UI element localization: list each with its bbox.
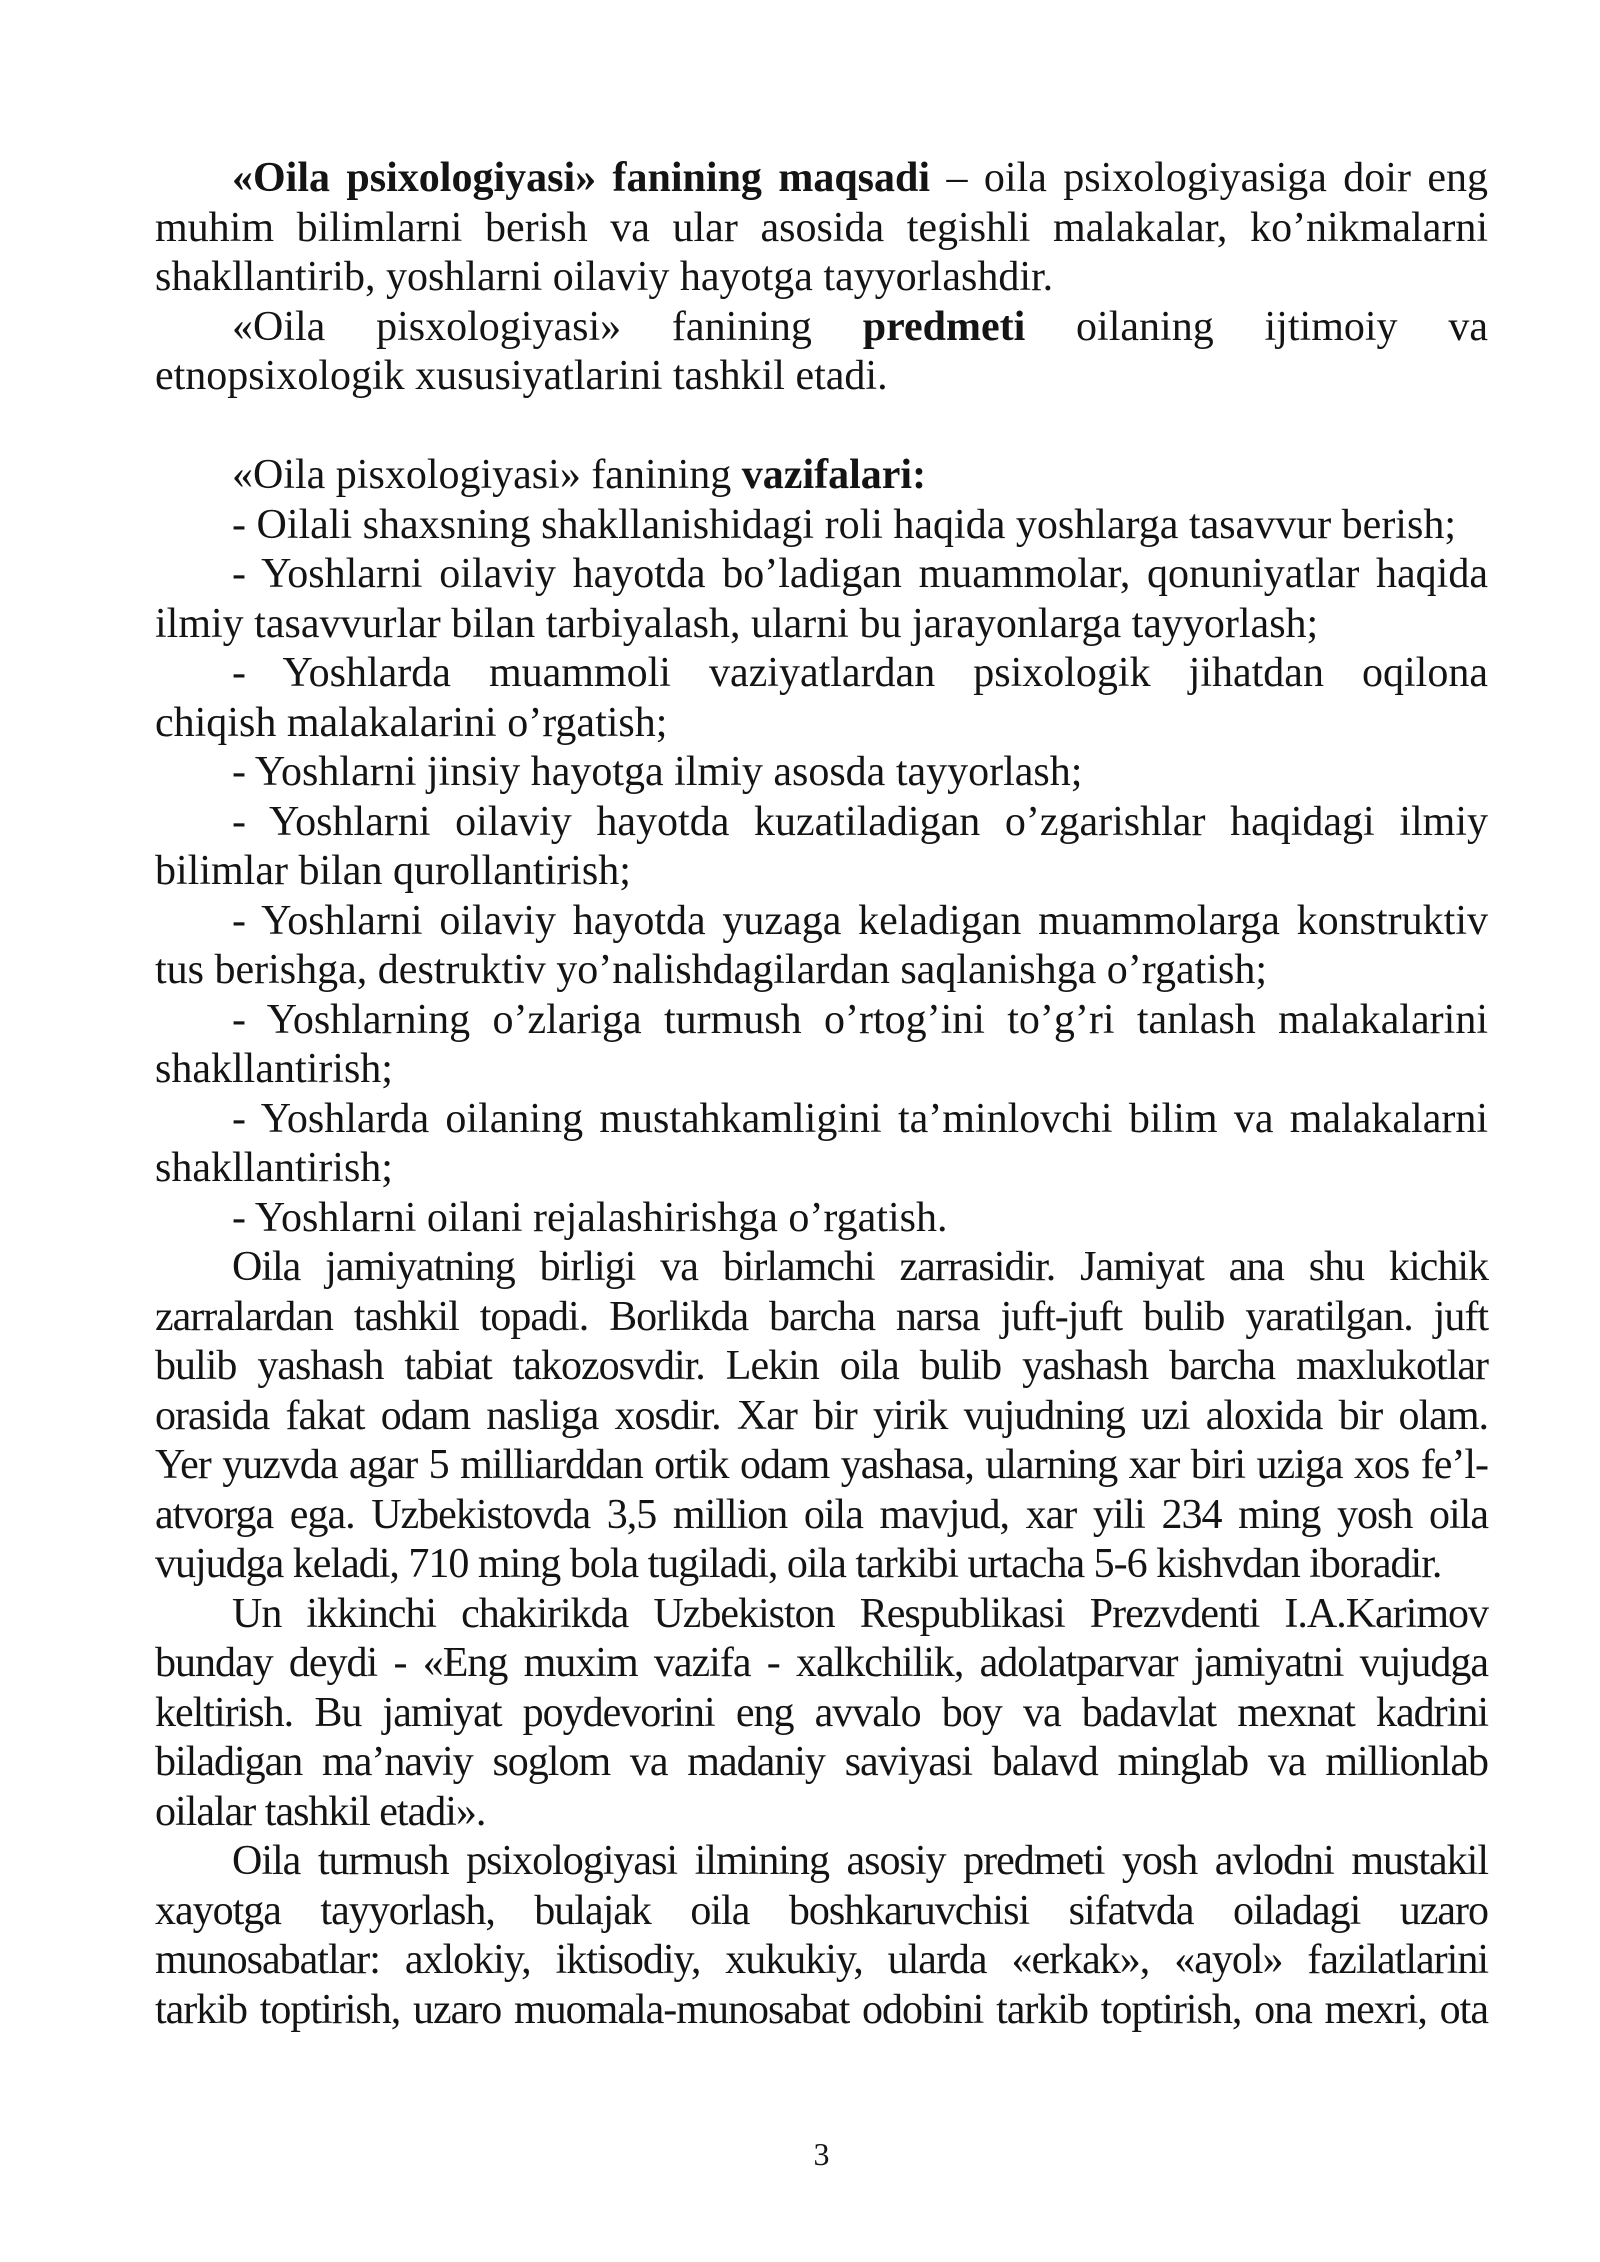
text-line xyxy=(155,1986,1488,2036)
text-line xyxy=(155,1936,1488,1986)
text-line xyxy=(155,451,1488,501)
text-line xyxy=(155,699,1488,749)
text-line xyxy=(155,1392,1488,1442)
text-line xyxy=(155,600,1488,650)
text-line xyxy=(155,1243,1488,1293)
list-item xyxy=(155,996,1488,1095)
text-run: biladigan ma’naviy soglom va madaniy saviyasi balavd minglab va millionlab xyxy=(155,1739,1488,1785)
list-item xyxy=(155,550,1488,649)
text-run: bilimlar bilan qurollantirish; xyxy=(155,848,631,894)
text-line xyxy=(155,748,1488,798)
text-line xyxy=(155,798,1488,848)
text-run: munosabatlar: axlokiy, iktisodiy, xukukiy, ularda «erkak», «ayol» fazilatlarini xyxy=(155,1937,1488,1983)
text-line xyxy=(155,1540,1488,1590)
text-line xyxy=(155,1639,1488,1689)
list-item xyxy=(155,1095,1488,1194)
text-line xyxy=(155,303,1488,353)
text-line xyxy=(155,897,1488,947)
text-run: muhim bilimlarni berish va ular asosida tegishli malakalar, ko’nikmalarni xyxy=(155,204,1488,251)
list-item xyxy=(155,1194,1488,1244)
text-run: Un ikkinchi chakirikda Uzbekiston Respublikasi Prezvdenti I.A.Karimov xyxy=(232,1590,1488,1637)
text-run: - Yoshlarni oilaviy hayotda kuzatiladigan o’zgarishlar haqidagi ilmiy xyxy=(232,798,1488,845)
text-line xyxy=(155,1887,1488,1937)
text-line xyxy=(155,1045,1488,1095)
text-run: - Yoshlarni oilani rejalashirishga o’rgatish. xyxy=(232,1194,948,1241)
paragraph xyxy=(155,1590,1488,1838)
text-section xyxy=(155,451,1488,2035)
paragraph xyxy=(155,154,1488,303)
text-run: oilaning ijtimoiy va xyxy=(1025,303,1488,350)
text-line xyxy=(155,649,1488,699)
paragraph xyxy=(155,451,1488,501)
bold-text: vazifalari: xyxy=(741,452,927,498)
text-run: shakllantirish; xyxy=(155,1046,393,1092)
text-line xyxy=(155,352,1488,402)
text-run: bulib yashash tabiat takozosvdir. Lekin oila bulib yashash barcha maxlukotlar xyxy=(155,1343,1488,1389)
text-run: etnopsixologik xususiyatlarini tashkil etadi. xyxy=(155,353,888,399)
text-run: tus berishga, destruktiv yo’nalishdagilardan saqlanishga o’rgatish; xyxy=(155,947,1267,993)
text-line xyxy=(155,154,1488,204)
text-line xyxy=(155,501,1488,551)
text-run: «Oila pisxologiyasi» fanining xyxy=(232,303,863,350)
text-line xyxy=(155,1144,1488,1194)
text-run: bunday deydi - «Eng muxim vazifa - xalkchilik, adolatparvar jamiyatni vujudga xyxy=(155,1640,1488,1686)
list-item xyxy=(155,501,1488,551)
page-number: 3 xyxy=(813,2136,830,2172)
text-run: - Yoshlarda oilaning mustahkamligini ta’minlovchi bilim va malakalarni xyxy=(232,1095,1488,1142)
list-item xyxy=(155,897,1488,996)
paragraph xyxy=(155,1837,1488,2035)
document-body xyxy=(155,154,1488,2035)
text-run: keltirish. Bu jamiyat poydevorini eng avvalo boy va badavlat mexnat kadrini xyxy=(155,1689,1488,1736)
text-run: ilmiy tasavvurlar bilan tarbiyalash, ularni bu jarayonlarga tayyorlash; xyxy=(155,600,1319,647)
text-run: - Yoshlarni oilaviy hayotda yuzaga keladigan muammolarga konstruktiv xyxy=(232,897,1488,944)
text-line xyxy=(155,204,1488,254)
text-run: Oila turmush psixologiyasi ilmining asosiy predmeti yosh avlodni mustakil xyxy=(232,1838,1488,1884)
bold-text: predmeti xyxy=(862,303,1026,350)
text-run: vujudga keladi, 710 ming bola tugiladi, oila tarkibi urtacha 5-6 kishvdan iboradir. xyxy=(155,1541,1442,1587)
text-line xyxy=(155,550,1488,600)
text-run: Yer yuzvda agar 5 milliarddan ortik odam yashasa, ularning xar biri uziga xos fe’l- xyxy=(155,1442,1488,1488)
text-run: zarralardan tashkil topadi. Borlikda barcha narsa juft-juft bulib yaratilgan. juft xyxy=(155,1293,1488,1340)
list-item xyxy=(155,649,1488,748)
text-line xyxy=(155,1095,1488,1145)
text-line xyxy=(155,1590,1488,1640)
paragraph xyxy=(155,1243,1488,1590)
text-run: Oila jamiyatning birligi va birlamchi zarrasidir. Jamiyat ana shu kichik xyxy=(232,1244,1488,1290)
text-run: chiqish malakalarini o’rgatish; xyxy=(155,699,668,746)
text-line xyxy=(155,1788,1488,1838)
text-run: - Oilali shaxsning shakllanishidagi roli haqida yoshlarga tasavvur berish; xyxy=(232,501,1456,548)
text-line xyxy=(155,1689,1488,1739)
text-line xyxy=(155,946,1488,996)
text-run: «Oila pisxologiyasi» fanining xyxy=(232,452,742,498)
text-line xyxy=(155,1837,1488,1887)
text-line xyxy=(155,1342,1488,1392)
text-section xyxy=(155,154,1488,402)
text-line xyxy=(155,1738,1488,1788)
bold-text: «Oila psixologiyasi» fanining maqsadi xyxy=(232,155,931,201)
list-item xyxy=(155,748,1488,798)
text-run: xayotga tayyorlash, bulajak oila boshkaruvchisi sifatvda oiladagi uzaro xyxy=(155,1887,1488,1934)
paragraph xyxy=(155,303,1488,402)
text-run: atvorga ega. Uzbekistovda 3,5 million oila mavjud, xar yili 234 ming yosh oila xyxy=(155,1491,1488,1538)
list-item xyxy=(155,798,1488,897)
text-run: tarkib toptirish, uzaro muomala-munosabat odobini tarkib toptirish, ona mexri, ota xyxy=(155,1986,1488,2033)
text-line xyxy=(155,996,1488,1046)
text-run: - Yoshlarni oilaviy hayotda bo’ladigan muammolar, qonuniyatlar haqida xyxy=(232,551,1488,597)
text-run: – oila psixologiyasiga doir eng xyxy=(930,155,1488,201)
text-line xyxy=(155,847,1488,897)
text-line xyxy=(155,1293,1488,1343)
text-run: oilalar tashkil etadi». xyxy=(155,1788,486,1835)
text-line xyxy=(155,1491,1488,1541)
text-run: - Yoshlarda muammoli vaziyatlardan psixologik jihatdan oqilona xyxy=(232,650,1488,696)
text-run: - Yoshlarni jinsiy hayotga ilmiy asosda tayyorlash; xyxy=(232,749,1083,795)
text-run: shakllantirib, yoshlarni oilaviy hayotga tayyorlashdir. xyxy=(155,254,1054,300)
text-run: - Yoshlarning o’zlariga turmush o’rtog’ini to’g’ri tanlash malakalarini xyxy=(232,996,1488,1043)
text-line xyxy=(155,1441,1488,1491)
text-line xyxy=(155,253,1488,303)
text-run: orasida fakat odam nasliga xosdir. Xar bir yirik vujudning uzi aloxida bir olam. xyxy=(155,1392,1488,1439)
text-run: shakllantirish; xyxy=(155,1145,393,1191)
text-line xyxy=(155,1194,1488,1244)
